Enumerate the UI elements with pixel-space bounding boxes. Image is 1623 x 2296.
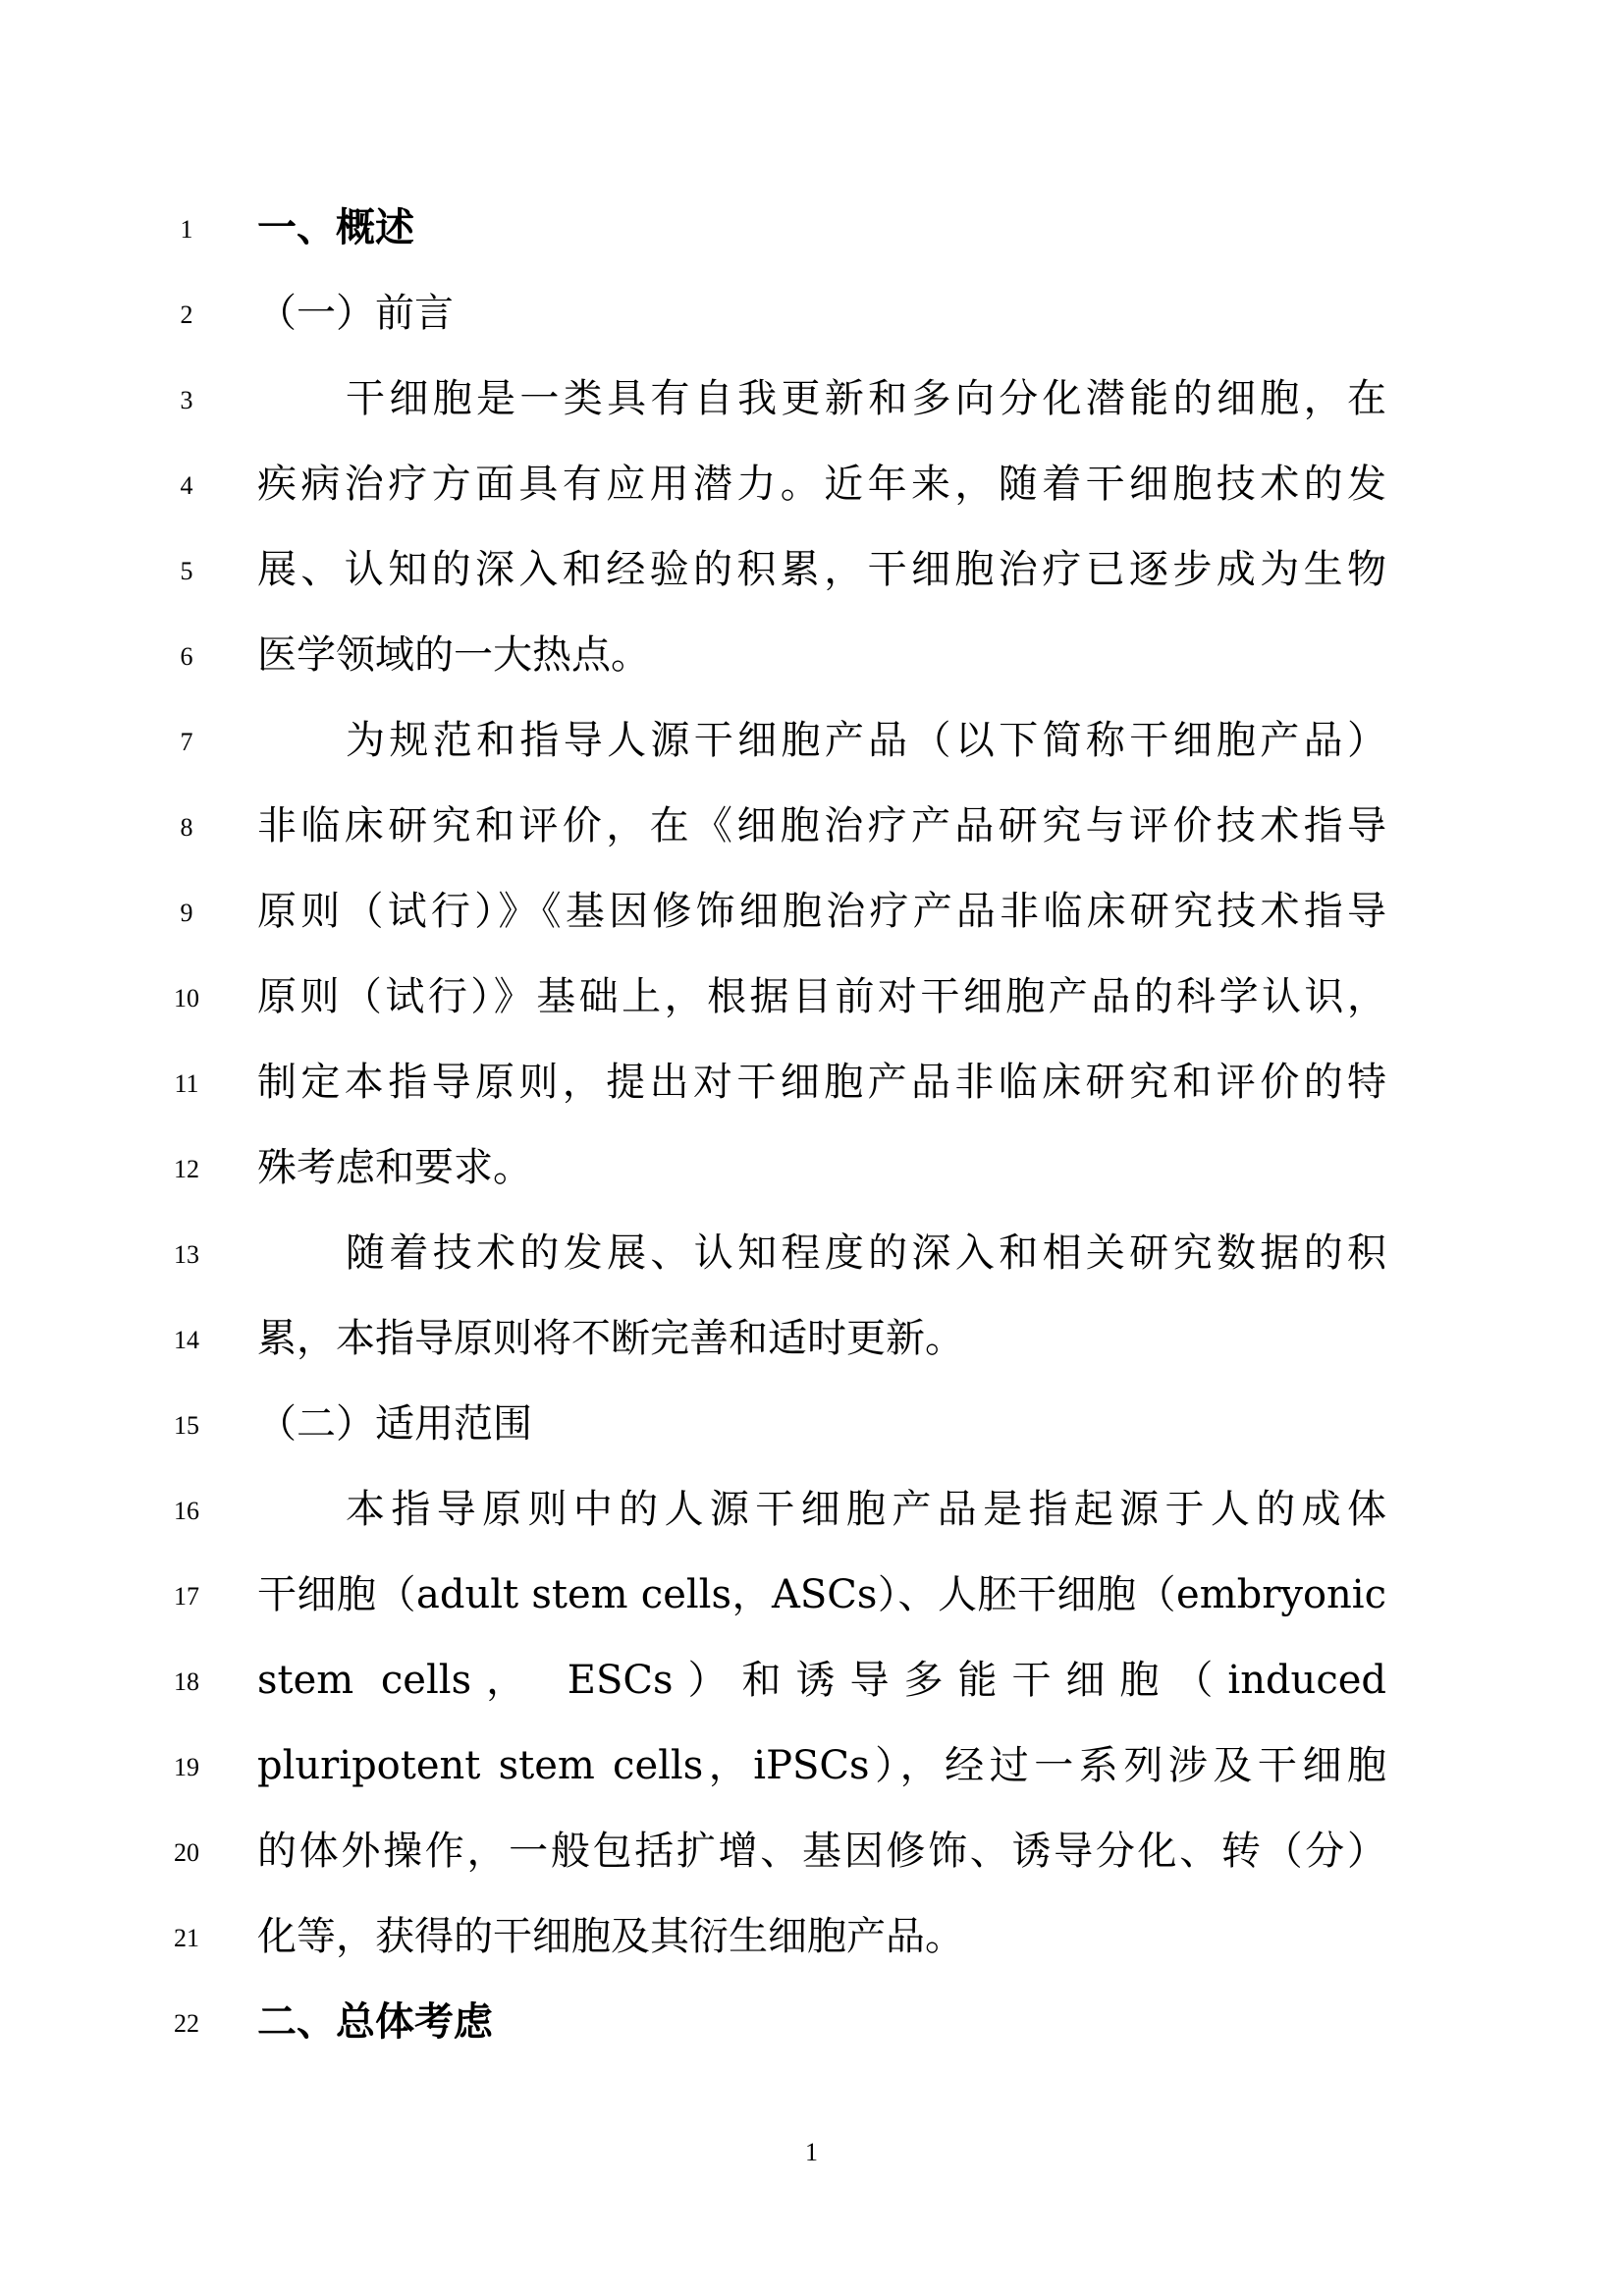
- paragraph-text: 制定本指导原则，提出对干细胞产品非临床研究和评价的特: [257, 1060, 1386, 1105]
- paragraph-text: 疾病治疗方面具有应用潜力。近年来，随着干细胞技术的发: [257, 462, 1386, 507]
- line-number: 11: [174, 1069, 199, 1098]
- line-number: 17: [174, 1582, 199, 1611]
- line-number: 6: [180, 642, 193, 671]
- paragraph-text: 为规范和指导人源干细胞产品（以下简称干细胞产品）: [346, 718, 1386, 763]
- paragraph-text: 医学领域的一大热点。: [257, 632, 650, 678]
- line-1: [0, 192, 1623, 278]
- line-4: [0, 449, 1623, 534]
- line-3: [0, 363, 1623, 449]
- page-number: 1: [805, 2138, 818, 2166]
- line-number: 2: [180, 301, 193, 329]
- line-16: [0, 1474, 1623, 1559]
- line-22: [0, 1987, 1623, 2072]
- line-number: 12: [174, 1155, 199, 1183]
- line-20: [0, 1816, 1623, 1901]
- line-number: 15: [174, 1411, 199, 1440]
- line-number: 19: [174, 1753, 199, 1781]
- subsection-heading-preface: （一）前言: [257, 291, 454, 336]
- line-number: 20: [174, 1838, 199, 1867]
- line-number: 10: [174, 984, 199, 1012]
- line-number: 4: [180, 471, 193, 500]
- paragraph-text: stem cells， ESCs）和诱导多能干细胞（induced: [257, 1658, 1386, 1703]
- line-9: [0, 876, 1623, 961]
- line-number: 16: [174, 1497, 199, 1525]
- line-13: [0, 1218, 1623, 1303]
- line-6: [0, 620, 1623, 705]
- line-number: 5: [180, 557, 193, 585]
- paragraph-text: 的体外操作，一般包括扩增、基因修饰、诱导分化、转（分）: [257, 1829, 1386, 1874]
- line-number: 21: [174, 1924, 199, 1952]
- line-14: [0, 1303, 1623, 1389]
- line-number: 3: [180, 386, 193, 414]
- paragraph-text: 殊考虑和要求。: [257, 1145, 532, 1190]
- line-11: [0, 1047, 1623, 1132]
- line-number: 22: [174, 2009, 199, 2038]
- paragraph-text: 展、认知的深入和经验的积累，干细胞治疗已逐步成为生物: [257, 547, 1386, 592]
- line-15: [0, 1389, 1623, 1474]
- paragraph-text: 原则（试行）》基础上，根据目前对干细胞产品的科学认识，: [257, 974, 1386, 1019]
- line-17: [0, 1559, 1623, 1645]
- paragraph-text: 干细胞（adult stem cells，ASCs）、人胚干细胞（embryonic: [257, 1572, 1386, 1617]
- line-8: [0, 791, 1623, 876]
- subsection-heading-scope: （二）适用范围: [257, 1401, 532, 1447]
- line-18: [0, 1645, 1623, 1730]
- line-5: [0, 534, 1623, 620]
- line-12: [0, 1132, 1623, 1218]
- line-7: [0, 705, 1623, 791]
- line-number: 7: [180, 728, 193, 756]
- line-number: 8: [180, 813, 193, 842]
- line-number: 9: [180, 899, 193, 927]
- paragraph-text: 干细胞是一类具有自我更新和多向分化潜能的细胞，在: [346, 376, 1386, 421]
- paragraph-text: 化等，获得的干细胞及其衍生细胞产品。: [257, 1914, 964, 1959]
- paragraph-text: 本指导原则中的人源干细胞产品是指起源于人的成体: [346, 1487, 1386, 1532]
- line-21: [0, 1901, 1623, 1987]
- line-number: 18: [174, 1667, 199, 1696]
- line-number: 14: [174, 1326, 199, 1354]
- line-number: 1: [180, 215, 193, 244]
- line-number: 13: [174, 1240, 199, 1269]
- paragraph-text: 随着技术的发展、认知程度的深入和相关研究数据的积: [346, 1230, 1386, 1276]
- paragraph-text: 原则（试行）》《基因修饰细胞治疗产品非临床研究技术指导: [257, 889, 1386, 934]
- line-2: [0, 278, 1623, 363]
- paragraph-text: 非临床研究和评价，在《细胞治疗产品研究与评价技术指导: [257, 803, 1386, 848]
- section-heading-overview: 一、概述: [257, 205, 414, 250]
- paragraph-text: pluripotent stem cells，iPSCs），经过一系列涉及干细胞: [257, 1743, 1386, 1788]
- line-19: [0, 1730, 1623, 1816]
- line-10: [0, 961, 1623, 1047]
- paragraph-text: 累，本指导原则将不断完善和适时更新。: [257, 1316, 964, 1361]
- section-heading-general-considerations: 二、总体考虑: [257, 1999, 493, 2045]
